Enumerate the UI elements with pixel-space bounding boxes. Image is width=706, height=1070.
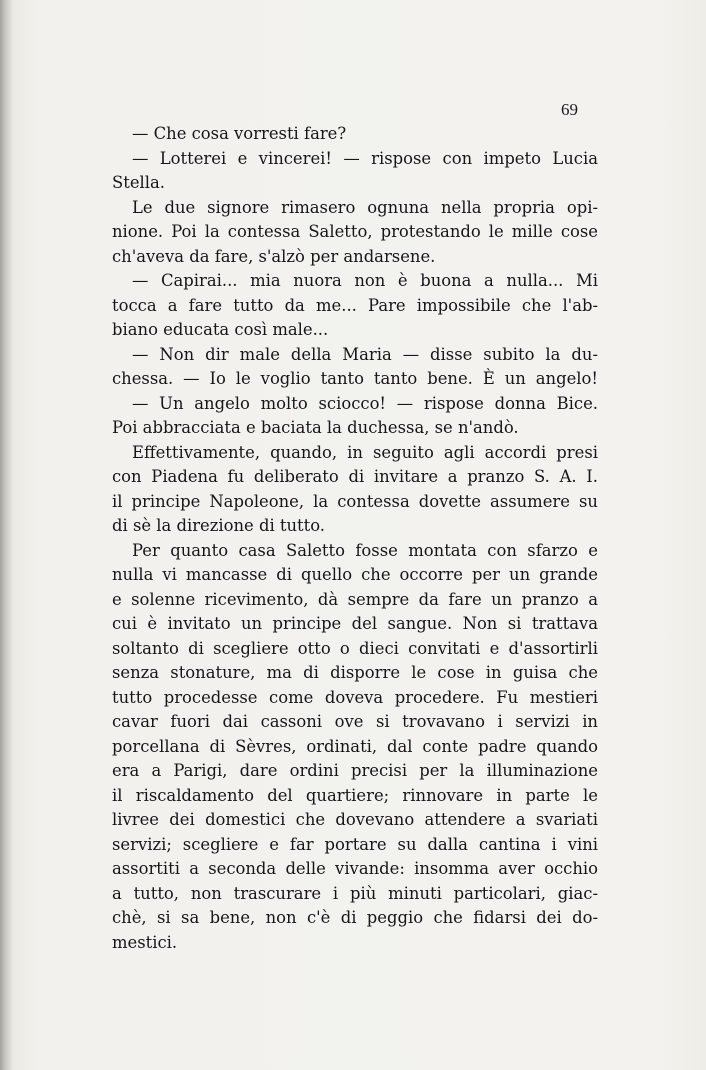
text-line: ch'aveva da fare, s'alzò per andarsene. <box>112 246 436 266</box>
text-line: cavar fuori dai cassoni ove si trovavano i servizi in <box>112 712 598 731</box>
text-line: — Capirai... mia nuora non è buona a nulla... Mi <box>132 271 598 290</box>
text-line: Poi abbracciata e baciata la duchessa, se n'andò. <box>112 418 519 437</box>
text-line: cui è invitato un principe del sangue. Non si trattava <box>112 614 598 633</box>
text-line: tutto procedesse come doveva procedere. Fu mestieri <box>112 687 598 707</box>
text-line: soltanto di scegliere otto o dieci convitati e d'assortirli <box>112 638 598 658</box>
body-text <box>112 122 598 955</box>
text-line: Effettivamente, quando, in seguito agli accordi presi <box>132 442 598 462</box>
text-line: — Non dir male della Maria — disse subito la du- <box>132 344 598 364</box>
text-line: livree dei domestici che dovevano attendere a svariati <box>112 810 598 829</box>
text-line: servizi; scegliere e far portare su dalla cantina i vini <box>112 834 598 854</box>
text-line: era a Parigi, dare ordini precisi per la illuminazione <box>112 761 598 780</box>
text-line: Per quanto casa Saletto fosse montata con sfarzo e <box>132 540 598 560</box>
text-line: chessa. — Io le voglio tanto tanto bene. È un angelo! <box>112 369 598 388</box>
text-line: Stella. <box>112 173 165 192</box>
page-number: 69 <box>561 100 578 119</box>
text-line: chè, si sa bene, non c'è di peggio che fidarsi dei do- <box>112 908 598 927</box>
text-line: il riscaldamento del quartiere; rinnovare in parte le <box>112 785 598 805</box>
text-line: porcellana di Sèvres, ordinati, dal conte padre quando <box>112 736 598 756</box>
text-line: a tutto, non trascurare i più minuti particolari, giac- <box>112 883 598 903</box>
paragraph <box>112 196 598 270</box>
paragraph <box>112 441 598 539</box>
paragraph <box>112 269 598 343</box>
text-line: mestici. <box>112 932 178 952</box>
paragraph <box>112 539 598 956</box>
text-line: nione. Poi la contessa Saletto, protestando le mille cose <box>112 222 598 241</box>
paragraph <box>112 147 598 196</box>
paragraph <box>112 122 598 147</box>
text-line: tocca a fare tutto da me... Pare impossibile che l'ab- <box>112 295 598 315</box>
paragraph <box>112 343 598 392</box>
text-line: di sè la direzione di tutto. <box>112 516 326 535</box>
text-line: e solenne ricevimento, dà sempre da fare un pranzo a <box>112 589 598 609</box>
text-line: senza stonature, ma di disporre le cose in guisa che <box>112 663 598 682</box>
text-line: — Un angelo molto sciocco! — rispose donna Bice. <box>132 393 598 413</box>
paragraph <box>112 392 598 441</box>
text-line: — Che cosa vorresti fare? <box>132 124 347 143</box>
text-line: Le due signore rimasero ognuna nella propria opi- <box>132 197 598 217</box>
binding-edge <box>0 0 12 1070</box>
text-line: il principe Napoleone, la contessa dovette assumere su <box>112 491 598 511</box>
text-line: con Piadena fu deliberato di invitare a pranzo S. A. I. <box>112 467 598 486</box>
text-line: — Lotterei e vincerei! — rispose con impeto Lucia <box>132 148 598 168</box>
text-line: biano educata così male... <box>112 320 329 339</box>
text-line: assortiti a seconda delle vivande: insomma aver occhio <box>112 859 598 878</box>
text-line: nulla vi mancasse di quello che occorre per un grande <box>112 565 598 584</box>
